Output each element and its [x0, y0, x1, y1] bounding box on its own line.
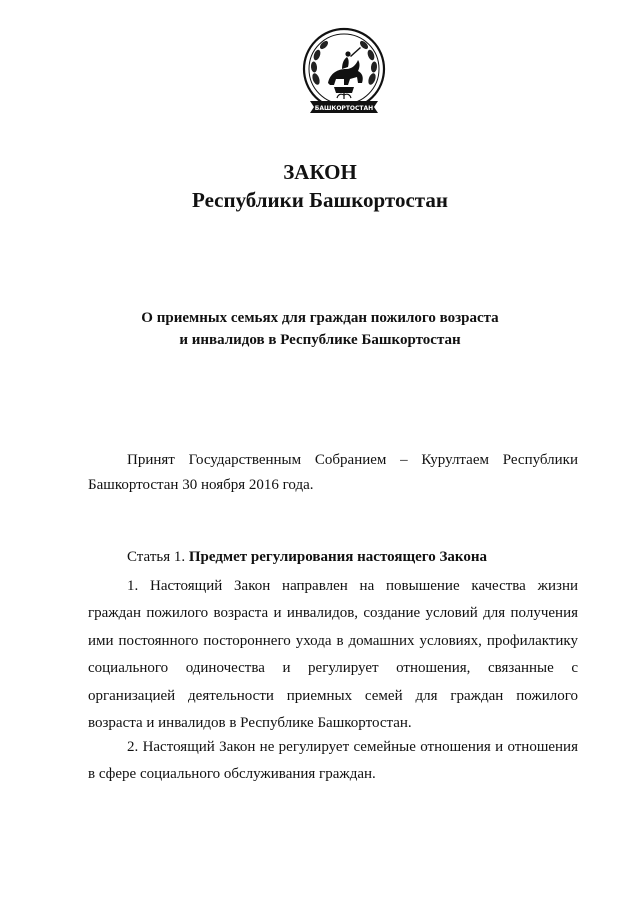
article-title: Предмет регулирования настоящего Закона [188, 549, 487, 565]
article-number: Статья 1. [127, 549, 186, 565]
article-heading [127, 546, 487, 568]
emblem-caption: БАШКОРТОСТАН [314, 105, 374, 112]
article-paragraph-2: 2. Настоящий Закон не регулирует семейные отношения и отношения в сфере социального обслуживания граждан. [88, 739, 578, 783]
document-title: ЗАКОН [283, 160, 357, 184]
law-name-line-1: О приемных семьях для граждан пожилого возраста [141, 310, 499, 326]
law-name [0, 307, 640, 351]
article-paragraph-1: 1. Настоящий Закон направлен на повышение качества жизни граждан пожилого возраста и инвалидов, создание условий для получения ими постоянного постороннего ухода в домашних условиях, профилактику социального одиночества и регулирует отношения, связанные с организацией деятельности приемных семей для граждан пожилого возраста и инвалидов в Республике Башкортостан. [88, 578, 578, 732]
law-name-line-2: и инвалидов в Республике Башкортостан [179, 332, 461, 348]
bashkortostan-coat-of-arms-icon [302, 27, 386, 123]
document-subtitle: Республики Башкортостан [192, 188, 448, 212]
adoption-statement: Принят Государственным Собранием – Курултаем Республики Башкортостан 30 ноября 2016 года. [88, 452, 578, 493]
